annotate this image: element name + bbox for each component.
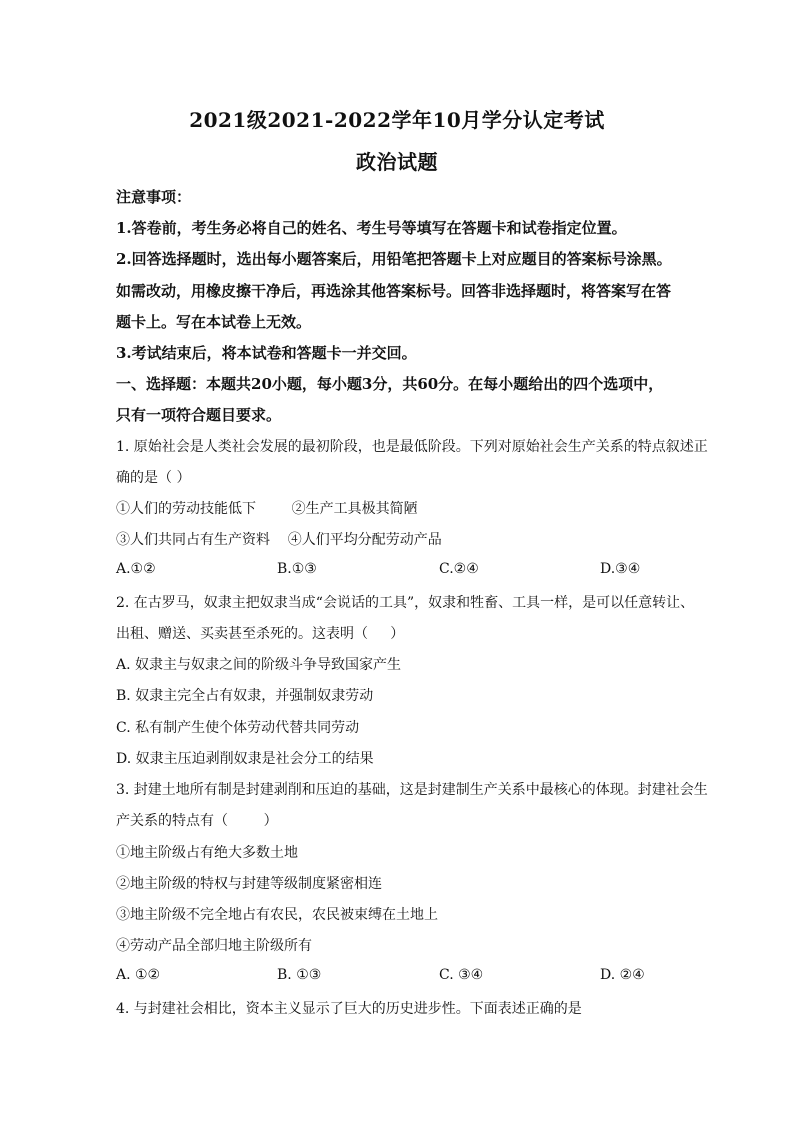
answer-option: B.①③ — [277, 561, 317, 577]
notice-item: 题卡上。写在本试卷上无效。 — [116, 313, 312, 331]
answer-choice: A. 奴隶主与奴隶之间的阶级斗争导致国家产生 — [116, 657, 402, 673]
exam-subtitle: 政治试题 — [356, 150, 438, 174]
question-stem: 4. 与封建社会相比，资本主义显示了巨大的历史进步性。下面表述正确的是 — [116, 1001, 582, 1017]
answer-option: A.①② — [116, 561, 156, 577]
section-instruction: 一、选择题：本题共20小题，每小题3分，共60分。在每小题给出的四个选项中， — [116, 375, 664, 393]
question-statement: ③地主阶级不完全地占有农民，农民被束缚在土地上 — [116, 907, 438, 923]
notice-heading: 注意事项： — [116, 188, 192, 206]
notice-item: 2.回答选择题时，选出每小题答案后，用铅笔把答题卡上对应题目的答案标号涂黑。 — [116, 250, 672, 268]
question-stem: 产关系的特点有（ ） — [116, 813, 278, 829]
question-stem: 确的是（ ） — [116, 470, 191, 486]
question-statement: ④劳动产品全部归地主阶级所有 — [116, 938, 312, 954]
answer-choice: D. 奴隶主压迫剥削奴隶是社会分工的结果 — [116, 751, 374, 767]
answer-choice: C. 私有制产生使个体劳动代替共同劳动 — [116, 720, 360, 736]
exam-title: 2021级2021-2022学年10月学分认定考试 — [189, 108, 605, 132]
question-stem: 出租、赠送、买卖甚至杀死的。这表明（ ） — [116, 626, 405, 642]
notice-item: 如需改动，用橡皮擦干净后，再选涂其他答案标号。回答非选择题时，将答案写在答 — [116, 282, 672, 300]
answer-option: B. ①③ — [277, 967, 322, 983]
question-statement: ①人们的劳动技能低下 ②生产工具极其简陋 — [116, 501, 418, 517]
question-statement: ①地主阶级占有绝大多数土地 — [116, 845, 298, 861]
question-statement: ②地主阶级的特权与封建等级制度紧密相连 — [116, 876, 382, 892]
notice-item: 1.答卷前，考生务必将自己的姓名、考生号等填写在答题卡和试卷指定位置。 — [116, 219, 627, 237]
answer-option: A. ①② — [116, 967, 161, 983]
answer-option: D.③④ — [600, 561, 641, 577]
notice-item: 3.考试结束后，将本试卷和答题卡一并交回。 — [116, 344, 417, 362]
answer-choice: B. 奴隶主完全占有奴隶，并强制奴隶劳动 — [116, 688, 374, 704]
section-instruction: 只有一项符合题目要求。 — [116, 406, 282, 424]
question-stem: 3. 封建土地所有制是封建剥削和压迫的基础，这是封建制生产关系中最核心的体现。封建社会生 — [116, 782, 708, 798]
question-stem: 2. 在古罗马，奴隶主把奴隶当成“会说话的工具”，奴隶和牲畜、工具一样，是可以任意转让、 — [116, 595, 695, 611]
answer-option: C. ③④ — [439, 967, 484, 983]
question-stem: 1. 原始社会是人类社会发展的最初阶段，也是最低阶段。下列对原始社会生产关系的特点叙述正 — [116, 439, 708, 455]
answer-option: D. ②④ — [600, 967, 645, 983]
answer-option: C.②④ — [439, 561, 479, 577]
question-statement: ③人们共同占有生产资料 ④人们平均分配劳动产品 — [116, 532, 442, 548]
